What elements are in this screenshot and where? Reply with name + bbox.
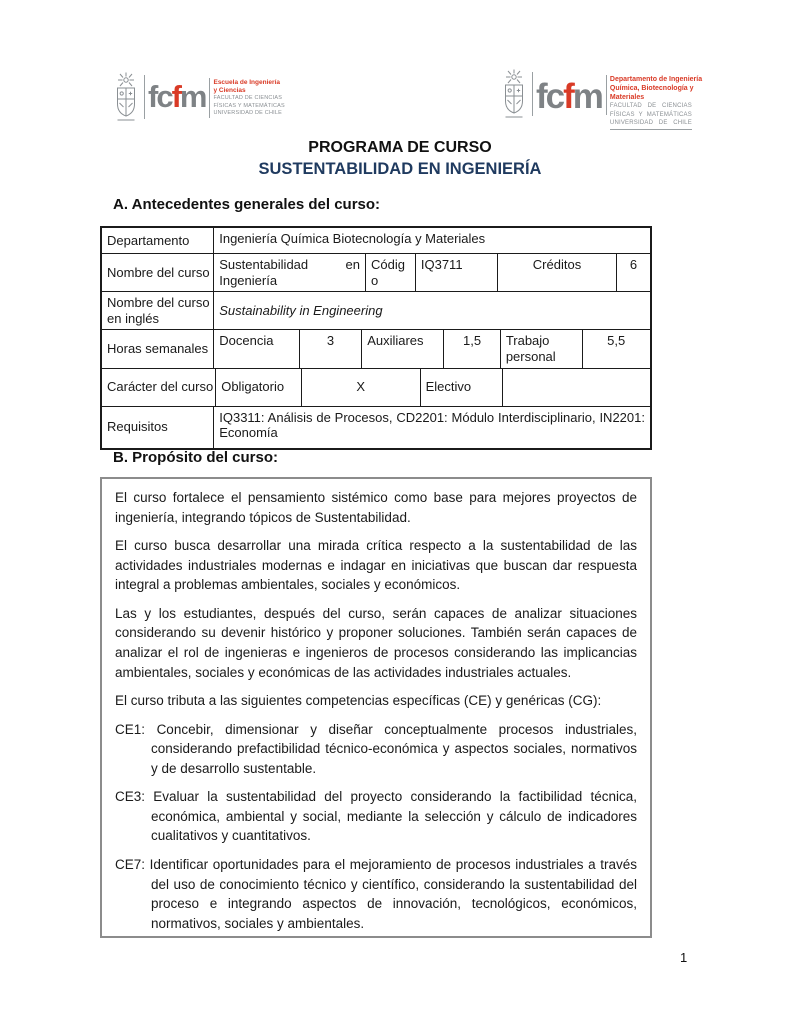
obligatorio-marker: X — [301, 369, 420, 406]
document-title: PROGRAMA DE CURSO — [308, 139, 492, 156]
codigo-value: IQ3711 — [415, 254, 497, 291]
competencia-text: Evaluar la sustentabilidad del proyecto considerando la factibilidad técnica, económica, ambiental y social, mediante la selección y cálculo de indicadores cualitativos y cuantitativos. — [151, 789, 637, 844]
logo-unit-line: Escuela de Ingeniería — [213, 79, 280, 86]
table-row — [102, 253, 650, 291]
electivo-marker — [502, 369, 652, 406]
docencia-value: 3 — [299, 330, 361, 367]
table-row — [102, 329, 650, 367]
logo-faculty-line: FÍSICAS Y MATEMÁTICAS — [213, 102, 285, 109]
logo-faculty-line: FACULTAD DE CIENCIAS — [609, 103, 692, 110]
section-b-heading: B. Propósito del curso: — [113, 449, 279, 466]
auxiliares-value: 1,5 — [443, 330, 499, 367]
creditos-label: Créditos — [497, 254, 616, 291]
logo-divider — [144, 75, 145, 119]
competencia-ce3 — [115, 787, 637, 846]
codigo-label: Código — [365, 254, 415, 291]
page-number: 1 — [680, 950, 688, 965]
obligatorio-label: Obligatorio — [215, 369, 300, 406]
nombre-ingles-label: Nombre del curso en inglés — [107, 295, 210, 326]
competencia-code: CE3: — [115, 789, 146, 805]
logo-divider — [606, 75, 607, 115]
logo-faculty-line: UNIVERSIDAD DE CHILE — [609, 120, 692, 127]
table-row — [102, 406, 650, 448]
course-info-table — [100, 226, 652, 450]
fcfm-wordmark: fcfm — [148, 79, 206, 114]
trabajo-personal-value: 5,5 — [582, 330, 649, 367]
logo-faculty-line: UNIVERSIDAD DE CHILE — [213, 110, 282, 117]
purpose-paragraph: El curso tributa a las siguientes competencias específicas (CE) y genéricas (CG): — [115, 693, 602, 709]
competencia-code: CE7: — [115, 857, 146, 872]
university-crest-icon — [499, 69, 529, 122]
auxiliares-label: Auxiliares — [361, 330, 443, 367]
course-title: SUSTENTABILIDAD EN INGENIERÍA — [258, 160, 542, 178]
logo-divider — [532, 72, 533, 116]
caracter-curso-label: Carácter del curso — [107, 379, 214, 395]
logo-faculty-line: FACULTAD DE CIENCIAS — [213, 95, 283, 102]
electivo-label: Electivo — [420, 369, 502, 406]
departamento-value: Ingeniería Química Biotecnología y Materiales — [213, 228, 650, 253]
competencia-ce1 — [115, 720, 637, 779]
university-crest-icon — [111, 72, 141, 125]
nombre-curso-label: Nombre del curso — [107, 264, 210, 280]
logo-unit-line: Materiales — [609, 93, 645, 101]
table-row — [102, 368, 650, 406]
logo-faculty-line: FÍSICAS Y MATEMÁTICAS — [609, 111, 692, 118]
fcfm-wordmark: fcfm — [536, 77, 602, 116]
table-row — [102, 228, 650, 253]
section-a-heading: A. Antecedentes generales del curso: — [113, 196, 381, 213]
purpose-paragraph: Las y los estudiantes, después del curso, serán capaces de analizar situaciones considerando su devenir histórico y proponer soluciones. También serán capaces de analizar el rol de ingenieras e ingenieros de procesos considerando las implicancias ambientales, sociales y económicas de las actividades industriales actuales. — [115, 605, 637, 680]
logo-fcfm-department — [499, 69, 703, 130]
departamento-label: Departamento — [107, 232, 190, 248]
logo-unit-line: Química, Biotecnología y — [609, 84, 694, 92]
logo-fcfm-school — [111, 72, 285, 125]
docencia-label: Docencia — [213, 330, 298, 367]
nombre-curso-value: Sustentabilidad en Ingeniería — [213, 254, 365, 291]
requisitos-label: Requisitos — [107, 419, 168, 435]
nombre-ingles-value: Sustainability in Engineering — [213, 292, 650, 329]
logo-divider — [209, 78, 210, 118]
logo-unit-line: Departamento de Ingeniería — [609, 76, 703, 83]
purpose-paragraph: El curso busca desarrollar una mirada crítica respecto a la sustentabilidad de las actividades industriales modernas e indagar en iniciativas que buscan dar respuesta integral a problemas ambientales, sociales y económicos. — [115, 538, 637, 593]
course-purpose-box — [100, 477, 652, 938]
trabajo-personal-label: Trabajo personal — [500, 330, 582, 367]
competencia-code: CE1: — [115, 721, 146, 737]
purpose-paragraph: El curso fortalece el pensamiento sistémico como base para mejores proyectos de ingeniería, integrando tópicos de Sustentabilidad. — [115, 490, 637, 525]
logo-unit-line: y Ciencias — [213, 87, 246, 95]
creditos-value: 6 — [616, 254, 650, 291]
logo-text-department — [609, 76, 703, 130]
requisitos-value: IQ3311: Análisis de Procesos, CD2201: Módulo Interdisciplinario, IN2201: Economía — [213, 407, 650, 448]
competencia-text: Concebir, dimensionar y diseñar conceptualmente procesos industriales, considerando prefactibilidad técnico-económica y aspectos sociales, normativos y de desarrollo sustentable. — [151, 721, 637, 776]
competencia-text: Identificar oportunidades para el mejoramiento de procesos industriales a través del uso de conocimiento técnico y científico, considerando la sustentabilidad del proceso e integrando aspectos de innovación, tecnológicos, económicos, normativos, sociales y ambientales. — [149, 857, 637, 931]
logo-text-school — [213, 79, 285, 118]
table-row — [102, 291, 650, 329]
competencia-ce7 — [115, 855, 637, 933]
horas-semanales-label: Horas semanales — [107, 341, 209, 357]
